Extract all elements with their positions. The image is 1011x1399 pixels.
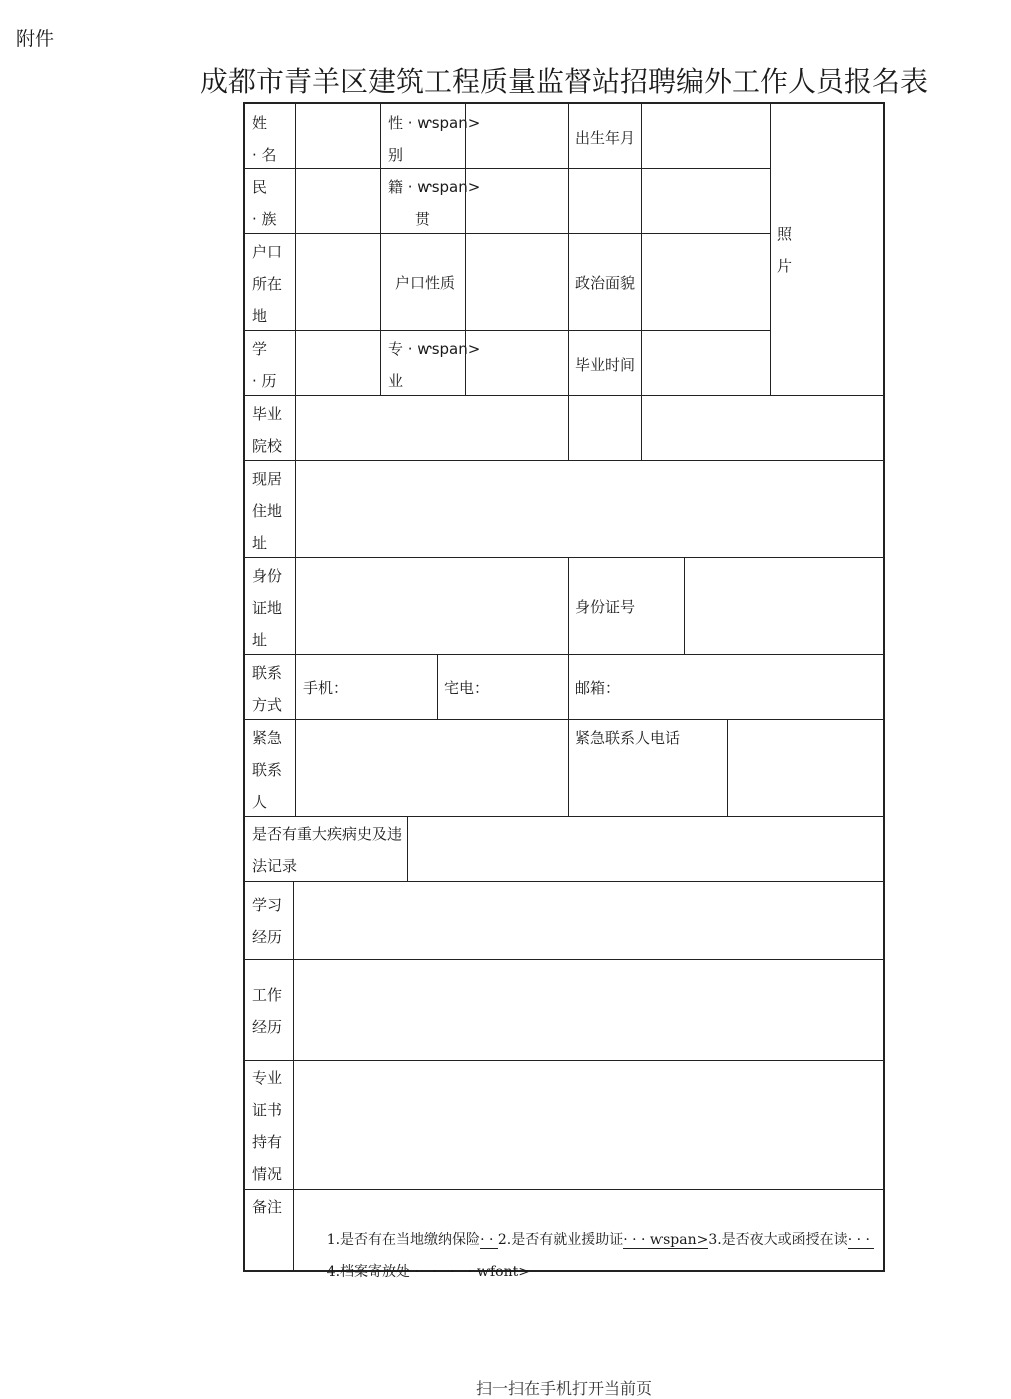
- education-value-cell[interactable]: [295, 330, 381, 396]
- photo-label-2: 片: [777, 257, 793, 275]
- photo-label-1: 照: [777, 225, 793, 243]
- remark-q3-blank[interactable]: · · ·: [847, 1232, 875, 1248]
- hukou-type-label-cell: [380, 233, 466, 331]
- id-address-label-cell: [243, 557, 296, 655]
- remarks-label: 备注: [252, 1198, 283, 1216]
- remark-q4: 4.档案寄放处: [326, 1264, 411, 1280]
- ethnic-label-cell: [243, 168, 296, 234]
- disease-label-2: 法记录: [252, 857, 298, 875]
- ethnic-value-cell[interactable]: [295, 168, 381, 234]
- remark-q2-blank[interactable]: · · · ⱳspan>: [623, 1232, 709, 1248]
- home-phone-label: 宅电：: [444, 679, 490, 697]
- id-number-value-cell[interactable]: [684, 557, 885, 655]
- remark-q1-blank[interactable]: · ·: [480, 1232, 498, 1248]
- ethnic-label-2: · 族: [252, 210, 277, 228]
- emergency-label-1: 紧急: [252, 729, 283, 747]
- emergency-phone-label-cell: [568, 719, 728, 817]
- disease-label-cell: [243, 816, 408, 882]
- photo-cell[interactable]: [770, 102, 885, 396]
- work-label-2: 经历: [252, 1018, 283, 1036]
- political-label: 政治面貌: [575, 274, 636, 292]
- name-label-cell: [243, 102, 296, 169]
- hukou-value-cell[interactable]: [295, 233, 381, 331]
- grad-time-label-cell: [568, 330, 642, 396]
- mobile-open-hint[interactable]: 扫一扫在手机打开当前页: [476, 1379, 653, 1398]
- emergency-label-2: 联系: [252, 761, 283, 779]
- remark-q4-blank[interactable]: · · · · ⱳfont>: [410, 1264, 530, 1280]
- contact-label-2: 方式: [252, 696, 283, 714]
- major-value-cell[interactable]: [465, 330, 569, 396]
- blank-cell-r2a[interactable]: [568, 168, 642, 234]
- emergency-phone-label: 紧急联系人电话: [575, 729, 681, 747]
- ethnic-label-1: 民: [252, 178, 268, 196]
- contact-label-1: 联系: [252, 664, 283, 682]
- certificate-label-1: 专业: [252, 1069, 283, 1087]
- address-label-cell: [243, 460, 296, 558]
- native-label-2: 贯: [415, 210, 431, 228]
- school-label-cell: [243, 395, 296, 461]
- education-label-1: 学: [252, 340, 268, 358]
- id-address-label-3: 址: [252, 631, 268, 649]
- emergency-value-cell[interactable]: [295, 719, 569, 817]
- address-label-2: 住地: [252, 502, 283, 520]
- disease-label-1: 是否有重大疾病史及违: [252, 825, 403, 843]
- hukou-label-cell: [243, 233, 296, 331]
- name-label-1: 姓: [252, 114, 268, 132]
- email-cell[interactable]: [568, 654, 885, 720]
- id-address-label-2: 证地: [252, 599, 283, 617]
- mobile-label: 手机：: [303, 679, 349, 697]
- birth-value-cell[interactable]: [641, 102, 771, 169]
- hukou-type-value-cell[interactable]: [465, 233, 569, 331]
- id-address-value-cell[interactable]: [295, 557, 569, 655]
- grad-time-value-cell[interactable]: [641, 330, 771, 396]
- education-label-cell: [243, 330, 296, 396]
- school-label-2: 院校: [252, 437, 283, 455]
- mobile-cell[interactable]: [295, 654, 438, 720]
- blank-cell-r2b[interactable]: [641, 168, 771, 234]
- political-label-cell: [568, 233, 642, 331]
- major-label-2: 业: [388, 372, 404, 390]
- certificate-label-3: 持有: [252, 1133, 283, 1151]
- hukou-label-1: 户口: [252, 243, 283, 261]
- id-address-label-1: 身份: [252, 567, 283, 585]
- address-label-3: 址: [252, 534, 268, 552]
- education-label-2: · 历: [252, 372, 277, 390]
- certificate-label-cell: [243, 1060, 294, 1190]
- school-label-1: 毕业: [252, 405, 283, 423]
- work-label-cell: [243, 959, 294, 1061]
- address-label-1: 现居: [252, 470, 283, 488]
- id-number-label-cell: [568, 557, 685, 655]
- name-label-2: · 名: [252, 146, 277, 164]
- remark-q1: 1.是否有在当地缴纳保险: [326, 1232, 481, 1248]
- home-phone-cell[interactable]: [437, 654, 569, 720]
- blank-cell-r5a[interactable]: [568, 395, 642, 461]
- email-label: 邮箱：: [575, 679, 621, 697]
- blank-cell-r5b[interactable]: [641, 395, 885, 461]
- birth-label: 出生年月: [575, 129, 636, 147]
- address-value-cell[interactable]: [295, 460, 885, 558]
- hukou-type-label: 户口性质: [395, 274, 456, 292]
- gender-label-2: 别: [388, 146, 404, 164]
- certificate-value-cell[interactable]: [293, 1060, 885, 1190]
- remarks-label-cell: [243, 1189, 294, 1272]
- remark-q2: 2.是否有就业援助证: [497, 1232, 624, 1248]
- study-value-cell[interactable]: [293, 881, 885, 960]
- study-label-cell: [243, 881, 294, 960]
- native-label-cell: [380, 168, 481, 234]
- gender-label-1: 性 · ⱳspan>: [388, 114, 481, 132]
- major-label-cell: [380, 330, 481, 396]
- study-label-1: 学习: [252, 896, 283, 914]
- birth-label-cell: [568, 102, 642, 169]
- annex-label: 附件: [16, 28, 55, 50]
- native-label-1: 籍 · ⱳspan>: [388, 178, 481, 196]
- grad-time-label: 毕业时间: [575, 356, 636, 374]
- major-label-1: 专 · ⱳspan>: [388, 340, 481, 358]
- emergency-phone-value-cell[interactable]: [727, 719, 885, 817]
- contact-label-cell: [243, 654, 296, 720]
- school-value-cell[interactable]: [295, 395, 569, 461]
- emergency-label-3: 人: [252, 793, 268, 811]
- registration-form: [243, 102, 885, 1280]
- hukou-label-3: 地: [252, 307, 268, 325]
- native-value-cell[interactable]: [465, 168, 569, 234]
- id-number-label: 身份证号: [575, 598, 636, 616]
- certificate-label-4: 情况: [252, 1165, 283, 1183]
- emergency-label-cell: [243, 719, 296, 817]
- work-value-cell[interactable]: [293, 959, 885, 1061]
- disease-value-cell[interactable]: [407, 816, 885, 882]
- political-value-cell[interactable]: [641, 233, 771, 331]
- gender-value-cell[interactable]: [465, 102, 569, 169]
- study-label-2: 经历: [252, 928, 283, 946]
- remarks-value-cell[interactable]: [293, 1189, 885, 1280]
- work-label-1: 工作: [252, 986, 283, 1004]
- form-title: 成都市青羊区建筑工程质量监督站招聘编外工作人员报名表: [199, 65, 928, 98]
- certificate-label-2: 证书: [252, 1101, 283, 1119]
- gender-label-cell: [380, 102, 481, 169]
- remark-q3: 3.是否夜大或函授在读: [708, 1232, 848, 1248]
- remarks-line-2: [300, 1224, 530, 1320]
- name-value-cell[interactable]: [295, 102, 381, 169]
- hukou-label-2: 所在: [252, 275, 283, 293]
